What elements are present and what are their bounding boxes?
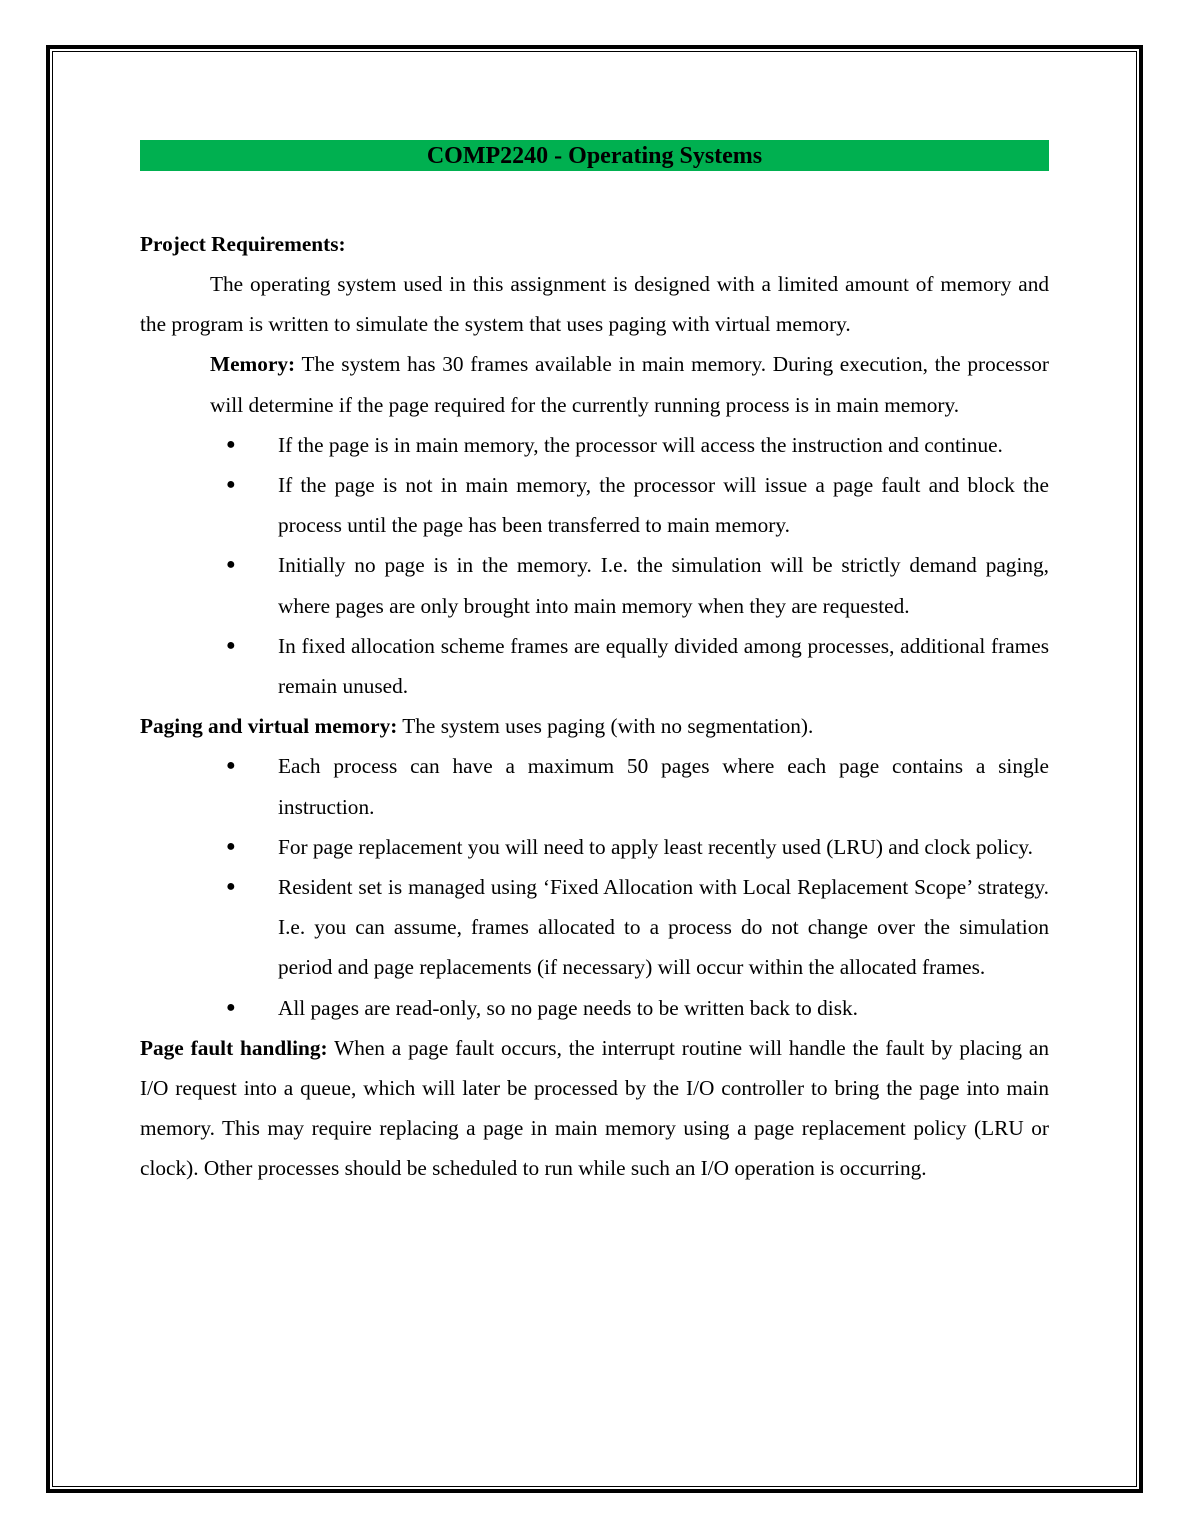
bullet-icon: ● [226,636,236,654]
list-item-text: Initially no page is in the memory. I.e. the simulation will be strictly demand paging, where pages are only brought into main memory when they are requested. [278,553,1049,618]
list-item [140,988,1049,1028]
paging-text: The system uses paging (with no segmentation). [397,714,814,739]
memory-bullet-list [140,425,1049,706]
list-item-text: If the page is not in main memory, the processor will issue a page fault and block the process until the page has been transferred to main memory. [278,473,1049,538]
list-item [140,545,1049,625]
bullet-icon: ● [226,435,236,453]
list-item [140,465,1049,545]
paging-paragraph [140,706,1049,746]
memory-paragraph [140,344,1049,424]
bullet-icon: ● [226,837,236,855]
list-item-text: Each process can have a maximum 50 pages where each page contains a single instruction. [278,754,1049,819]
list-item-text: In fixed allocation scheme frames are equally divided among processes, additional frames remain unused. [278,633,1049,699]
document-title: COMP2240 - Operating Systems [140,140,1049,171]
bullet-icon: ● [226,556,236,574]
bullet-icon: ● [226,998,236,1016]
list-item [140,425,1049,465]
list-item-text: If the page is in main memory, the processor will access the instruction and continue. [278,432,1003,457]
bullet-icon: ● [226,878,236,896]
paging-label: Paging and virtual memory: [140,714,398,739]
memory-label: Memory: [210,352,296,377]
fault-handling-paragraph [140,1028,1049,1189]
list-item [140,746,1049,826]
requirements-heading: Project Requirements: [140,232,346,256]
paging-bullet-list [140,746,1049,1027]
bullet-icon: ● [226,476,236,494]
memory-text: The system has 30 frames available in main memory. During execution, the processor will determine if the page required for the currently running process is in main memory. [210,352,1049,417]
fault-handling-text: When a page fault occurs, the interrupt routine will handle the fault by placing an I/O request into a queue, which will later be processed by the I/O controller to bring the page into main memory. This may require replacing a page in main memory using a page replacement policy (LRU or clock). Other processes should be scheduled to run while such an I/O operation is occurring. [140,1035,1049,1181]
list-item [140,626,1049,706]
list-item [140,867,1049,988]
list-item [140,827,1049,867]
intro-paragraph: The operating system used in this assignment is designed with a limited amount of memory and the program is written to simulate the system that uses paging with virtual memory. [140,272,1049,337]
list-item-text: All pages are read-only, so no page needs to be written back to disk. [278,995,858,1020]
list-item-text: For page replacement you will need to apply least recently used (LRU) and clock policy. [278,834,1033,859]
list-item-text: Resident set is managed using ‘Fixed Allocation with Local Replacement Scope’ strategy. I.e. you can assume, frames allocated to a process do not change over the simulation period and page replacements (if necessary) will occur within the allocated frames. [278,875,1049,980]
fault-handling-label: Page fault handling: [140,1035,328,1060]
document-body [140,140,1049,1189]
bullet-icon: ● [226,757,236,775]
